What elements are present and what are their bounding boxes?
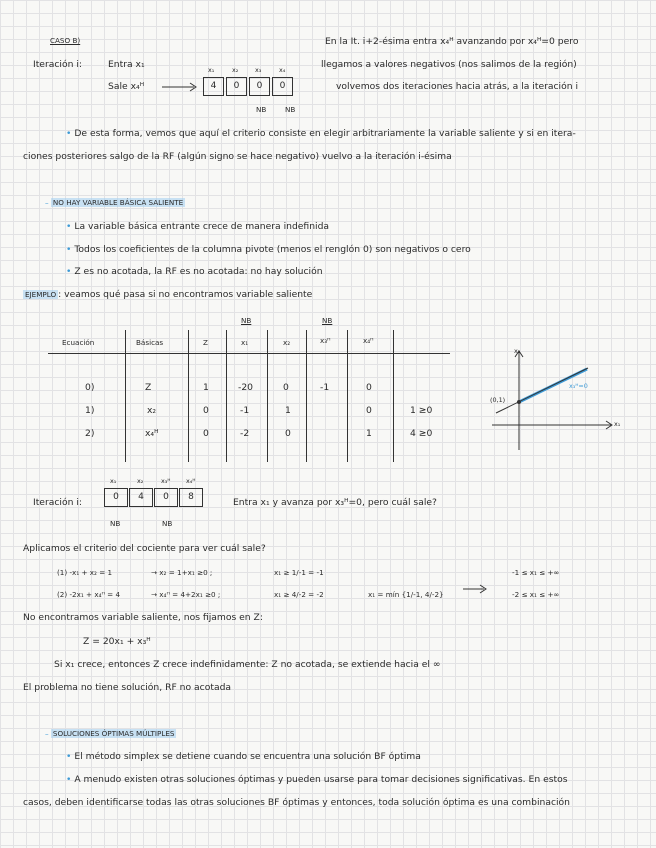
table-cell: 1	[203, 382, 209, 393]
iter1-var: x₂	[232, 66, 239, 74]
table-cell: 1	[366, 428, 372, 439]
iteration-1-entra: Entra x₁	[108, 59, 145, 70]
table-col-rule	[188, 330, 189, 462]
iter1-cell: 4	[203, 77, 224, 96]
graph-line-label: x₃ᴴ=0	[569, 382, 588, 390]
iter2-var: x₃ᴴ	[161, 477, 171, 485]
table-cell: 1	[285, 405, 291, 416]
paragraph-1-line-2: ciones posteriores salgo de la RF (algún signo se hace negativo) vuelvo a la iteración i-ésima	[23, 151, 452, 162]
iter2-cell: 4	[129, 488, 153, 507]
table-col-rule	[125, 330, 126, 462]
iter2-var: x₂	[137, 477, 144, 485]
top-right-line-3: volvemos dos iteraciones hacia atrás, a la iteración i	[336, 81, 579, 92]
top-right-line-2: llegamos a valores negativos (nos salimos de la región)	[321, 59, 577, 70]
table-cell: 0	[203, 405, 209, 416]
graph-point-label: (0,1)	[490, 396, 506, 404]
iteration-1-sale: Sale x₄ᴴ	[108, 81, 145, 92]
ejemplo-line: EJEMPLO : veamos qué pasa si no encontramos variable saliente	[25, 289, 313, 300]
table-nb-label: NB	[322, 316, 333, 325]
iteration-2-label: Iteración i:	[33, 497, 82, 508]
table-row-eq: 2)	[85, 428, 95, 439]
table-cell: -1	[240, 405, 250, 416]
eq-1d: -1 ≤ x₁ ≤ +∞	[512, 568, 560, 577]
conclusion-line-2: Z = 20x₁ + x₃ᴴ	[83, 636, 151, 647]
section-2-heading: – SOLUCIONES ÓPTIMAS MÚLTIPLES	[45, 729, 175, 738]
table-header: x₁	[241, 338, 249, 347]
table-header: Z	[203, 338, 208, 347]
case-heading: CASO B)	[50, 36, 81, 45]
iter2-cell: 0	[154, 488, 178, 507]
table-header: Básicas	[136, 338, 164, 347]
eq-1b: → x₂ = 1+x₁ ≥0 ;	[151, 568, 213, 577]
eq-1c: x₁ ≥ 1/-1 = -1	[274, 568, 324, 577]
section-1-bullet: • Z es no acotada, la RF es no acotada: no hay solución	[66, 266, 323, 277]
eq-2c: x₁ ≥ 4/-2 = -2	[274, 590, 324, 599]
table-col-rule	[347, 330, 348, 462]
table-header: x₂	[283, 338, 291, 347]
table-cell: 0	[203, 428, 209, 439]
table-row-basic: x₄ᴴ	[145, 428, 159, 439]
table-cell: 0	[366, 382, 372, 393]
eq-2m: x₁ = mín {1/-1, 4/-2}	[368, 590, 444, 599]
iter1-nb: NB	[256, 105, 267, 114]
iter1-cell: 0	[249, 77, 270, 96]
iter2-nb: NB	[162, 519, 173, 528]
table-header: Ecuación	[62, 338, 95, 347]
section-1-bullet: • Todos los coeficientes de la columna pivote (menos el renglón 0) son negativos o cero	[66, 244, 471, 255]
table-cell: -1	[320, 382, 330, 393]
conclusion-line-3: Si x₁ crece, entonces Z crece indefinidamente: Z no acotada, se extiende hacia el ∞	[54, 659, 441, 670]
table-row-basic: x₂	[147, 405, 157, 416]
table-col-rule	[393, 330, 394, 462]
iter1-cell: 0	[226, 77, 247, 96]
section-1-heading: – NO HAY VARIABLE BÁSICA SALIENTE	[45, 198, 184, 207]
arrow-right-icon	[160, 82, 200, 92]
table-col-rule	[267, 330, 268, 462]
criterio-line: Aplicamos el criterio del cociente para ver cuál sale?	[23, 543, 266, 554]
eq-1a: (1) -x₁ + x₂ = 1	[57, 568, 113, 577]
table-nb-label: NB	[241, 316, 252, 325]
eq-2b: → x₄ᴴ = 4+2x₁ ≥0 ;	[151, 590, 221, 599]
iter2-cell: 0	[104, 488, 128, 507]
graph-x-label: x₁	[614, 420, 621, 428]
table-cell: -20	[238, 382, 254, 393]
table-cell: 0	[366, 405, 372, 416]
top-right-line-1: En la It. i+2-ésima entra x₄ᴴ avanzando por x₄ᴴ=0 pero	[325, 36, 579, 47]
section-1-bullet: • La variable básica entrante crece de manera indefinida	[66, 221, 330, 232]
iter2-var: x₄ᴴ	[186, 477, 196, 485]
table-extra: 4 ≥0	[410, 428, 433, 439]
iter1-nb: NB	[285, 105, 296, 114]
iteration-2-note: Entra x₁ y avanza por x₃ᴴ=0, pero cuál sale?	[233, 497, 437, 508]
table-extra: 1 ≥0	[410, 405, 433, 416]
iter1-var: x₃	[255, 66, 262, 74]
table-cell: 0	[285, 428, 291, 439]
eq-2a: (2) -2x₁ + x₄ᴴ = 4	[57, 590, 121, 599]
iter1-cell: 0	[272, 77, 293, 96]
table-header-rule	[48, 353, 450, 354]
table-header: x₃ᴴ	[320, 336, 331, 345]
iter2-nb: NB	[110, 519, 121, 528]
table-row-basic: Z	[145, 382, 152, 393]
section-2-bullet: • A menudo existen otras soluciones óptimas y pueden usarse para tomar decisiones significativas. En estos	[66, 774, 568, 785]
iter1-var: x₄	[279, 66, 286, 74]
paragraph-1-line-1: • De esta forma, vemos que aquí el criterio consiste en elegir arbitrariamente la variable saliente y si en itera-	[66, 128, 576, 139]
table-col-rule	[306, 330, 307, 462]
graph-y-label: x₂	[514, 347, 521, 355]
table-row-eq: 1)	[85, 405, 95, 416]
iter2-cell: 8	[179, 488, 203, 507]
table-row-eq: 0)	[85, 382, 95, 393]
iter2-var: x₁	[110, 477, 117, 485]
table-col-rule	[226, 330, 227, 462]
section-2-bullet: • El método simplex se detiene cuando se encuentra una solución BF óptima	[66, 751, 421, 762]
conclusion-line-1: No encontramos variable saliente, nos fijamos en Z:	[23, 612, 263, 623]
vertex-point	[517, 400, 521, 404]
iter1-var: x₁	[208, 66, 215, 74]
conclusion-line-4: El problema no tiene solución, RF no acotada	[23, 682, 232, 693]
table-cell: -2	[240, 428, 250, 439]
table-cell: 0	[283, 382, 289, 393]
table-header: x₄ᴴ	[363, 336, 374, 345]
eq-2d: -2 ≤ x₁ ≤ +∞	[512, 590, 560, 599]
section-2-line: casos, deben identificarse todas las otras soluciones BF óptimas y entonces, toda solución óptima es una combinación	[23, 797, 571, 808]
arrow-right-icon	[462, 584, 488, 594]
iteration-1-label: Iteración i:	[33, 59, 82, 70]
